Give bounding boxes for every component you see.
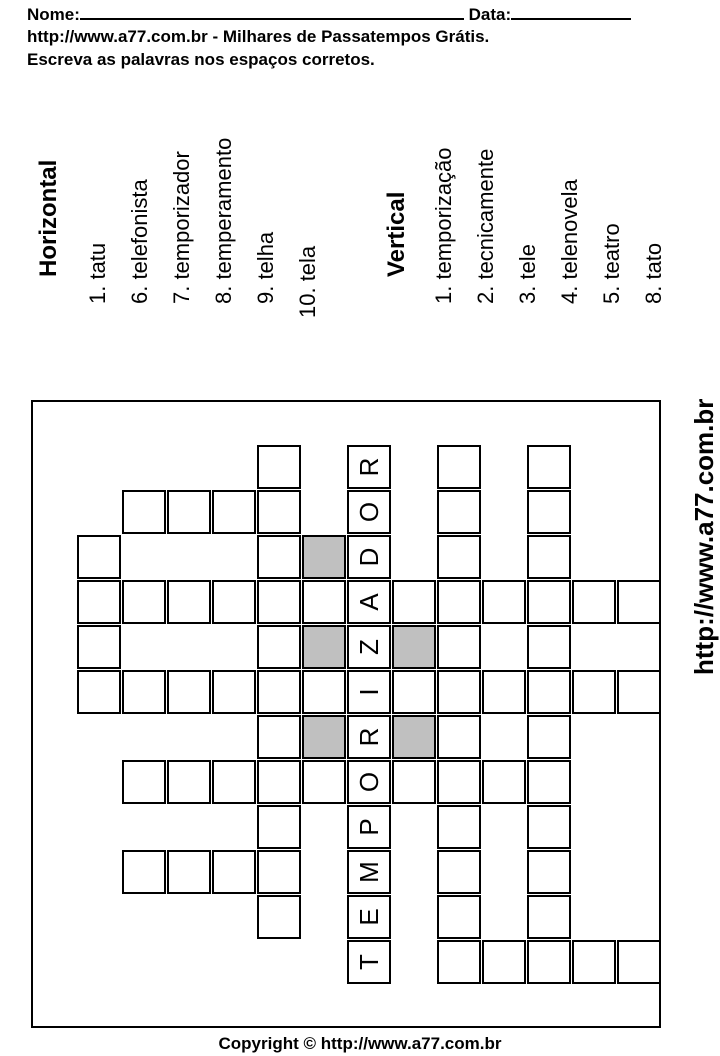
crossword-cell[interactable] [347,805,391,849]
clue-item: 1. tatu [85,242,110,304]
name-blank[interactable] [80,4,464,20]
copyright: Copyright © http://www.a77.com.br [218,1034,502,1053]
crossword-cell[interactable] [347,580,391,624]
cell-letter: I [354,688,384,696]
crossword-cell[interactable] [527,760,571,804]
crossword-cell[interactable] [347,715,391,759]
crossword-cell[interactable] [392,670,436,714]
clue-item: 6. telefonista [127,179,152,304]
crossword-cell[interactable] [437,580,481,624]
clue-item: 8. tato [641,242,666,304]
cell-letter: Z [354,639,384,655]
crossword-cell[interactable] [122,850,166,894]
cell-letter: O [354,501,384,523]
crossword-cell[interactable] [257,625,301,669]
crossword-cell[interactable] [527,805,571,849]
crossword-cell[interactable] [527,850,571,894]
crossword-cell[interactable] [347,535,391,579]
crossword-cell[interactable] [122,580,166,624]
date-blank[interactable] [511,4,631,20]
clue-item: 5. teatro [599,223,624,304]
crossword-cell-shaded [392,715,436,759]
crossword-cell[interactable] [257,670,301,714]
crossword-cell[interactable] [257,535,301,579]
crossword-cell[interactable] [347,670,391,714]
crossword-cell[interactable] [77,670,121,714]
crossword-cell[interactable] [347,760,391,804]
crossword-cell[interactable] [572,580,616,624]
clue-item: 10. tela [295,245,320,318]
cell-letter: T [354,954,384,970]
clue-item: 9. telha [253,231,278,304]
clue-item: 8. temperamento [211,137,236,304]
name-date-line [27,4,631,25]
crossword-cell[interactable] [167,850,211,894]
crossword-cell[interactable] [257,490,301,534]
horizontal-title: Horizontal [35,159,62,277]
crossword-cell-shaded [302,715,346,759]
crossword-cell[interactable] [257,760,301,804]
crossword-cell[interactable] [257,580,301,624]
crossword-cell[interactable] [482,760,526,804]
crossword-cell[interactable] [482,670,526,714]
crossword-cell[interactable] [527,490,571,534]
crossword-cell[interactable] [77,580,121,624]
crossword-cell[interactable] [437,625,481,669]
crossword-cell[interactable] [212,850,256,894]
crossword-cell[interactable] [572,670,616,714]
crossword-cell[interactable] [122,670,166,714]
crossword-cell-shaded [302,625,346,669]
crossword-cell[interactable] [392,580,436,624]
crossword-cell[interactable] [527,625,571,669]
crossword-cell[interactable] [257,895,301,939]
crossword-cell[interactable] [167,490,211,534]
clue-item: 2. tecnicamente [473,148,498,304]
cell-letter: E [354,908,384,926]
crossword-cell[interactable] [527,895,571,939]
cell-letter: D [354,547,384,567]
side-url: http://www.a77.com.br [689,398,719,675]
crossword-cell[interactable] [437,535,481,579]
crossword-cell[interactable] [617,670,661,714]
crossword-cell[interactable] [437,715,481,759]
crossword-cell[interactable] [572,940,616,984]
crossword-cell[interactable] [347,445,391,489]
crossword-cell[interactable] [617,940,661,984]
crossword-cell[interactable] [437,445,481,489]
clue-item: 3. tele [515,244,540,304]
clue-item: 1. temporização [431,147,456,304]
cell-letter: R [354,457,384,477]
crossword-cell[interactable] [212,670,256,714]
crossword-cell[interactable] [527,940,571,984]
crossword-cell[interactable] [122,760,166,804]
crossword-cell[interactable] [437,940,481,984]
crossword-cell[interactable] [482,940,526,984]
crossword-cell[interactable] [527,715,571,759]
crossword-cell[interactable] [302,760,346,804]
crossword-cell[interactable] [257,715,301,759]
crossword-cell[interactable] [437,670,481,714]
site-line: http://www.a77.com.br - Milhares de Passatempos Grátis. [27,27,490,46]
instruction-text: Escreva as palavras nos espaços corretos. [27,50,375,69]
name-label: Nome: [27,5,80,24]
crossword-cell[interactable] [482,580,526,624]
crossword-cell[interactable] [347,850,391,894]
crossword-cell[interactable] [437,760,481,804]
cell-letter: M [354,861,384,883]
crossword-cell[interactable] [122,490,166,534]
crossword-cell[interactable] [257,445,301,489]
crossword-cell[interactable] [437,490,481,534]
crossword-cell[interactable] [77,625,121,669]
crossword-cell[interactable] [257,805,301,849]
crossword-cell[interactable] [617,580,661,624]
crossword-cell[interactable] [212,580,256,624]
date-label: Data: [468,5,512,24]
crossword-cell[interactable] [302,670,346,714]
crossword-cell[interactable] [257,850,301,894]
crossword-cell[interactable] [212,760,256,804]
crossword-cell-shaded [302,535,346,579]
crossword-cell[interactable] [167,760,211,804]
cell-letter: O [354,771,384,793]
crossword-cell-shaded [392,625,436,669]
crossword-cell[interactable] [167,670,211,714]
crossword-cell[interactable] [347,490,391,534]
crossword-cell[interactable] [527,580,571,624]
crossword-cell[interactable] [437,805,481,849]
vertical-title: Vertical [383,191,410,277]
crossword-cell[interactable] [77,535,121,579]
clue-item: 4. telenovela [557,179,582,304]
crossword-cell[interactable] [437,850,481,894]
crossword-cell[interactable] [347,940,391,984]
crossword-cell[interactable] [527,445,571,489]
crossword-cell[interactable] [527,535,571,579]
crossword-cell[interactable] [302,580,346,624]
crossword-cell[interactable] [527,670,571,714]
cell-letter: A [354,593,384,611]
cell-letter: P [354,818,384,836]
crossword-cell[interactable] [347,895,391,939]
cell-letter: R [354,727,384,747]
crossword-cell[interactable] [212,490,256,534]
crossword-cell[interactable] [167,580,211,624]
crossword-cell[interactable] [392,760,436,804]
crossword-cell[interactable] [347,625,391,669]
crossword-cell[interactable] [437,895,481,939]
clue-item: 7. temporizador [169,151,194,304]
